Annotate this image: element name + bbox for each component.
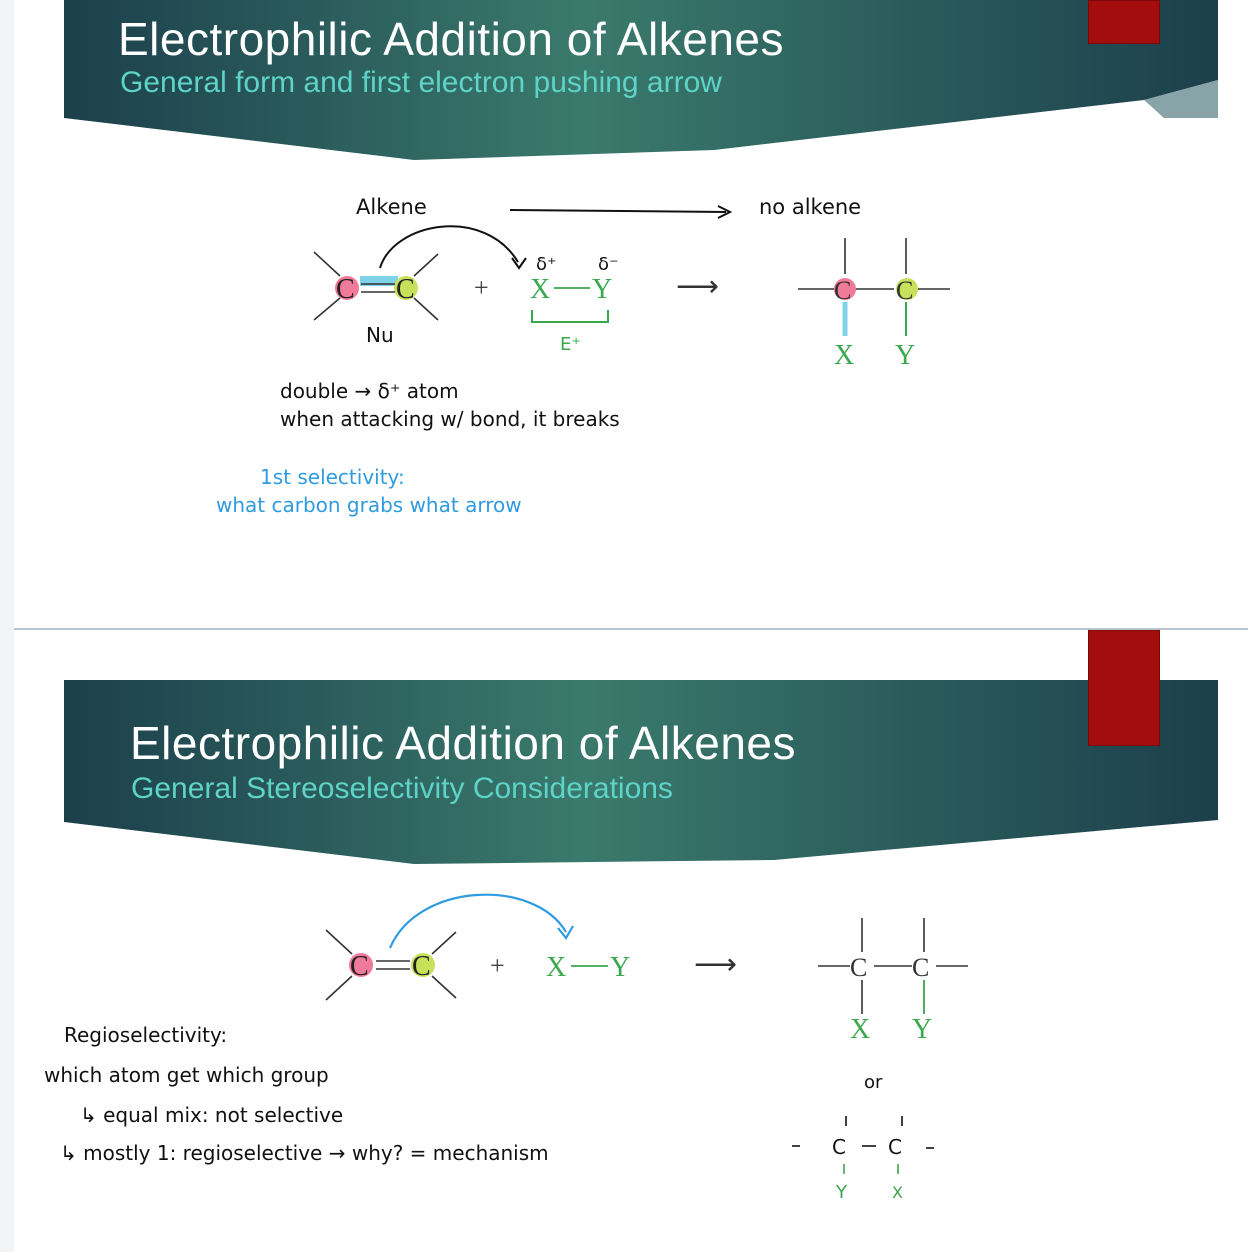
product-bonds xyxy=(818,918,968,1014)
atom-c-left: C xyxy=(350,951,369,982)
long-arrow-line xyxy=(510,210,726,212)
slide-subtitle: General form and first electron pushing arrow xyxy=(120,66,722,99)
electron-arrow-head xyxy=(512,258,526,268)
alt-product-bonds xyxy=(792,1116,934,1148)
label-alkene: Alkene xyxy=(356,195,427,219)
slide-title: Electrophilic Addition of Alkenes xyxy=(130,717,797,769)
slide-2 xyxy=(14,630,1248,1252)
product-y: Y xyxy=(912,1014,933,1045)
note-mostly-one: ↳ mostly 1: regioselective → why? = mechanism xyxy=(60,1141,549,1165)
product-c-right: C xyxy=(896,276,914,305)
left-sidebar xyxy=(0,0,14,1252)
reaction-arrow: ⟶ xyxy=(694,948,738,981)
alt-product-c-left: C xyxy=(832,1135,846,1159)
reagent-y: Y xyxy=(610,952,631,983)
reaction-diagram xyxy=(14,0,1248,628)
slide-title: Electrophilic Addition of Alkenes xyxy=(118,13,785,65)
product-bonds xyxy=(798,238,950,289)
product-c-left: C xyxy=(850,953,868,982)
plus-sign: + xyxy=(490,951,505,980)
note-regioselectivity: Regioselectivity: xyxy=(64,1023,228,1047)
reaction-diagram xyxy=(14,630,1248,1252)
note-which-atom: which atom get which group xyxy=(44,1063,329,1087)
alt-product-c-right: C xyxy=(888,1135,902,1159)
atom-c-left: C xyxy=(336,274,355,305)
note-selectivity-title: 1st selectivity: xyxy=(260,465,405,489)
reagent-x: X xyxy=(530,274,551,305)
note-selectivity-body: what carbon grabs what arrow xyxy=(216,493,522,517)
product-y: Y xyxy=(895,340,916,371)
product-c-left: C xyxy=(834,276,852,305)
product-x: X xyxy=(834,340,855,371)
reaction-arrow: ⟶ xyxy=(676,270,720,303)
reagent-x: X xyxy=(546,952,567,983)
label-e-plus: E⁺ xyxy=(560,334,581,355)
delta-minus: δ⁻ xyxy=(598,254,619,275)
plus-sign: + xyxy=(474,273,489,302)
slide-1 xyxy=(14,0,1248,628)
atom-c-right: C xyxy=(412,951,431,982)
electrophile-bracket xyxy=(532,310,608,322)
alkene-substituents xyxy=(326,930,456,1000)
alt-product-y: Y xyxy=(836,1182,847,1203)
reagent-y: Y xyxy=(592,274,613,305)
slide-subtitle: General Stereoselectivity Considerations xyxy=(131,772,673,805)
double-bond xyxy=(376,961,410,969)
alt-product-x: X xyxy=(892,1183,903,1202)
atom-c-right: C xyxy=(396,274,415,305)
product-c-right: C xyxy=(912,953,930,982)
note-attacking: when attacking w/ bond, it breaks xyxy=(280,407,620,431)
note-equal-mix: ↳ equal mix: not selective xyxy=(80,1103,344,1127)
note-double-bond: double → δ⁺ atom xyxy=(280,379,459,403)
delta-plus: δ⁺ xyxy=(536,254,557,275)
label-nu: Nu xyxy=(366,323,394,347)
product-x: X xyxy=(850,1014,871,1045)
label-or: or xyxy=(864,1072,883,1093)
electron-pushing-arrow xyxy=(390,895,566,948)
electron-pushing-arrow xyxy=(380,226,518,268)
label-no-alkene: no alkene xyxy=(759,195,862,219)
